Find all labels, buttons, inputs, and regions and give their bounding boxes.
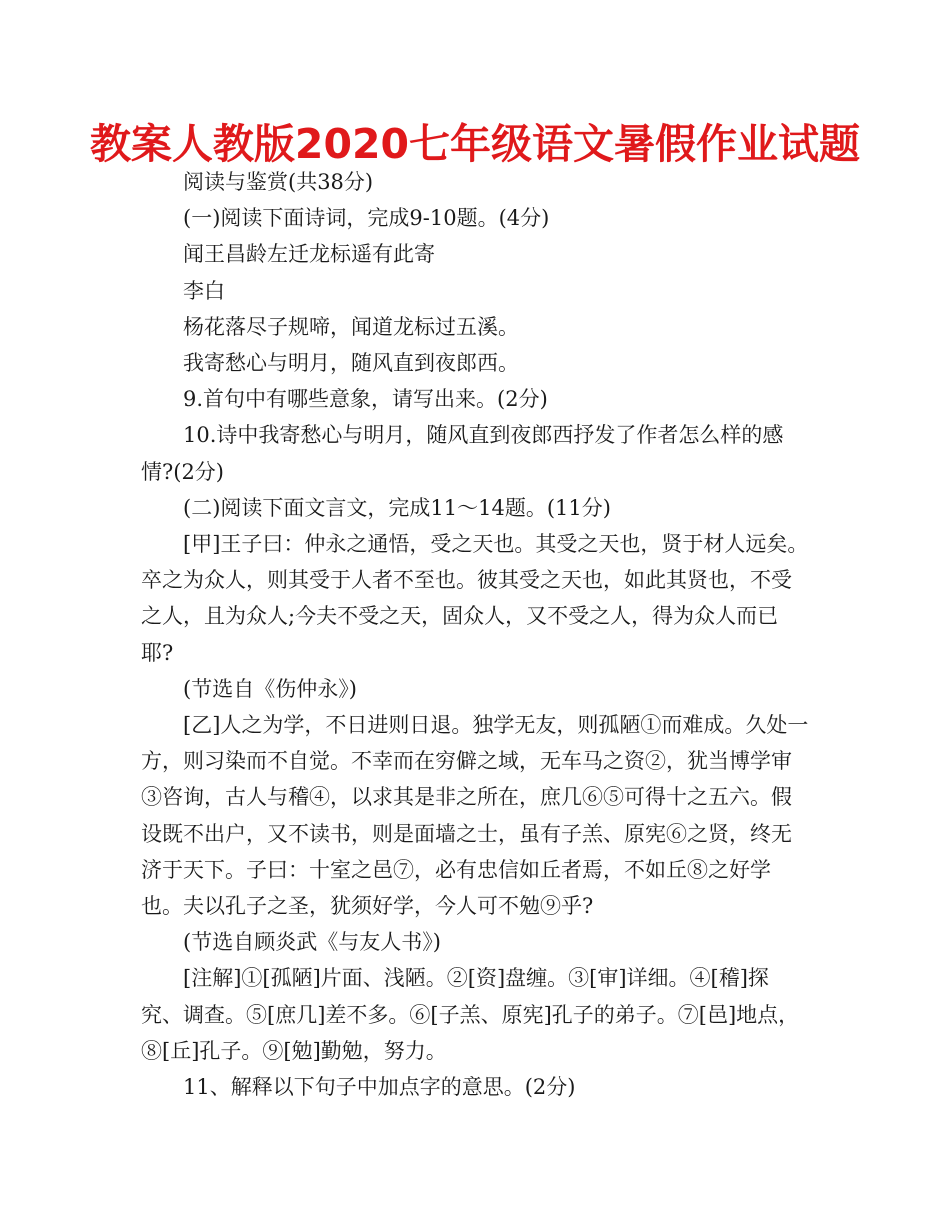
poem-line: 杨花落尽子规啼，闻道龙标过五溪。 — [183, 314, 519, 339]
document-title: 教案人教版2020七年级语文暑假作业试题 — [89, 120, 861, 168]
section-heading: 阅读与鉴赏(共38分) — [183, 170, 374, 194]
annotations: [注解]①[孤陋]片面、浅陋。②[资]盘缠。③[审]详细。④[稽]探究、调查。⑤[庶几]差不多。⑥[子羔、原宪]孔子的弟子。⑦[邑]地点，⑧[丘]孔子。⑨[勉]勤勉，努力。 — [141, 966, 800, 1063]
poem-title: 闻王昌龄左迁龙标遥有此寄 — [183, 242, 435, 267]
poem-line: 我寄愁心与明月，随风直到夜郎西。 — [183, 351, 519, 376]
question: 11、解释以下句子中加点字的意思。(2分) — [183, 1075, 576, 1100]
document-body — [141, 164, 809, 1105]
question: 9.首句中有哪些意象，请写出来。(2分) — [183, 387, 548, 412]
subsection-heading: (二)阅读下面文言文，完成11～14题。(11分) — [183, 495, 611, 520]
question: 10.诗中我寄愁心与明月，随风直到夜郎西抒发了作者怎么样的感情?(2分) — [141, 423, 784, 484]
passage-source: (节选自《伤仲永》) — [183, 676, 357, 701]
passage-jia: [甲]王子曰：仲永之通悟，受之天也。其受之天也，贤于材人远矣。卒之为众人，则其受于人者不至也。彼其受之天也，如此其贤也，不受之人，且为众人;今夫不受之天，固众人，又不受之人，得为众人而已耶? — [141, 532, 809, 665]
passage-yi: [乙]人之为学，不日进则日退。独学无友，则孤陋①而难成。久处一方，则习染而不自觉。不幸而在穷僻之域，无车马之资②，犹当博学审③咨询，古人与稽④，以求其是非之所在，庶几⑥⑤可得十之五六。假设既不出户，又不读书，则是面墙之士，虽有子羔、原宪⑥之贤，终无济于天下。子曰：十室之邑⑦，必有忠信如丘者焉，不如丘⑧之好学也。夫以孔子之圣，犹须好学，今人可不勉⑨乎? — [141, 713, 809, 919]
passage-source: (节选自顾炎武《与友人书》) — [183, 930, 441, 955]
subsection-heading: (一)阅读下面诗词，完成9-10题。(4分) — [183, 206, 550, 231]
poem-author: 李白 — [183, 278, 225, 303]
